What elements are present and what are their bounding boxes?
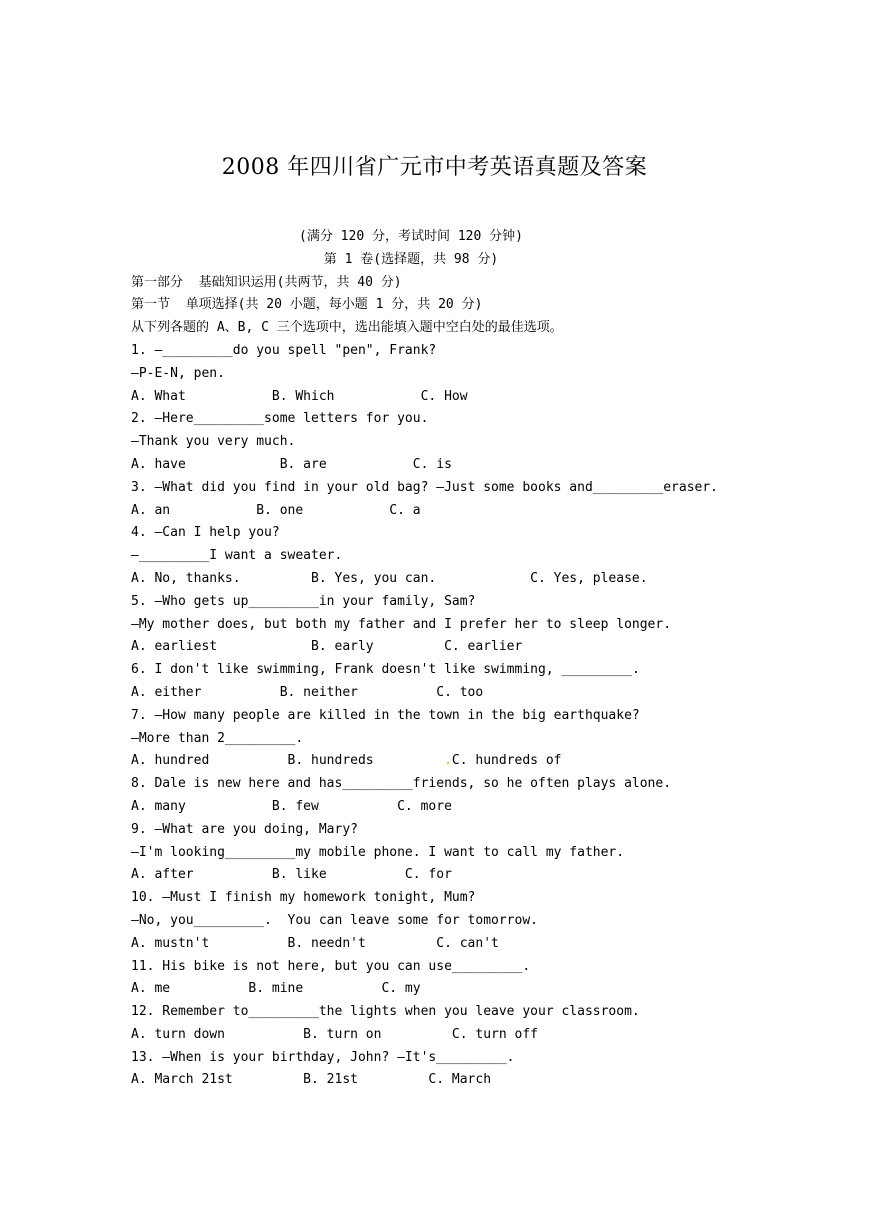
options-text: C. hundreds of	[451, 753, 562, 769]
options-line: A. an B. one C. a	[131, 502, 421, 518]
question-line: 13. —When is your birthday, John? —It's_________.	[131, 1049, 515, 1065]
section-heading: 第一节 单项选择(共 20 小题，每小题 1 分，共 20 分)	[131, 297, 483, 313]
question-line: 6. I don't like swimming, Frank doesn't like swimming, _________.	[131, 662, 640, 678]
options-line: A. after B. like C. for	[131, 867, 452, 883]
question-line: —I'm looking_________my mobile phone. I want to call my father.	[131, 844, 625, 860]
question-line: —Thank you very much.	[131, 434, 296, 450]
options-line: A. have B. are C. is	[131, 456, 452, 472]
question-line: 4. —Can I help you?	[131, 525, 280, 541]
document-body	[131, 226, 751, 1092]
options-line	[131, 750, 751, 773]
options-line: A. What B. Which C. How	[131, 388, 468, 404]
options-text: A. hundred B. hundreds	[131, 753, 445, 769]
stray-mark: .	[444, 753, 452, 769]
question-line: 8. Dale is new here and has_________friends, so he often plays alone.	[131, 776, 672, 792]
instructions: 从下列各题的 A、B, C 三个选项中，选出能填入题中空白处的最佳选项。	[131, 320, 563, 336]
question-line: 7. —How many people are killed in the town in the big earthquake?	[131, 707, 640, 723]
question-line: —P-E-N, pen.	[131, 365, 225, 381]
question-line: —More than 2_________.	[131, 730, 304, 746]
question-line: 9. —What are you doing, Mary?	[131, 821, 358, 837]
options-line: A. many B. few C. more	[131, 798, 452, 814]
options-line: A. either B. neither C. too	[131, 684, 484, 700]
options-line: A. turn down B. turn on C. turn off	[131, 1026, 538, 1042]
question-line: —_________I want a sweater.	[131, 548, 343, 564]
options-line: A. me B. mine C. my	[131, 981, 421, 997]
question-line: —My mother does, but both my father and I prefer her to sleep longer.	[131, 616, 672, 632]
options-line: A. mustn't B. needn't C. can't	[131, 935, 499, 951]
part-heading: 第一部分 基础知识运用(共两节，共 40 分)	[131, 274, 402, 290]
question-line: 1. —_________do you spell "pen", Frank?	[131, 342, 437, 358]
page-title: 2008 年四川省广元市中考英语真题及答案	[221, 155, 648, 180]
options-line: A. earliest B. early C. earlier	[131, 639, 523, 655]
options-line: A. No, thanks. B. Yes, you can. C. Yes, please.	[131, 570, 648, 586]
question-line: 10. —Must I finish my homework tonight, Mum?	[131, 890, 476, 906]
question-line: 11. His bike is not here, but you can use_________.	[131, 958, 531, 974]
question-line: 3. —What did you find in your old bag? —Just some books and_________eraser.	[131, 479, 718, 495]
exam-info: (满分 120 分，考试时间 120 分钟)	[299, 229, 523, 244]
question-line: 5. —Who gets up_________in your family, Sam?	[131, 593, 476, 609]
question-line: 2. —Here_________some letters for you.	[131, 411, 429, 427]
volume-heading: 第 1 卷(选择题，共 98 分)	[323, 251, 499, 267]
question-line: 12. Remember to_________the lights when you leave your classroom.	[131, 1004, 640, 1020]
options-line: A. March 21st B. 21st C. March	[131, 1072, 492, 1088]
question-line: —No, you_________. You can leave some for tomorrow.	[131, 912, 538, 928]
